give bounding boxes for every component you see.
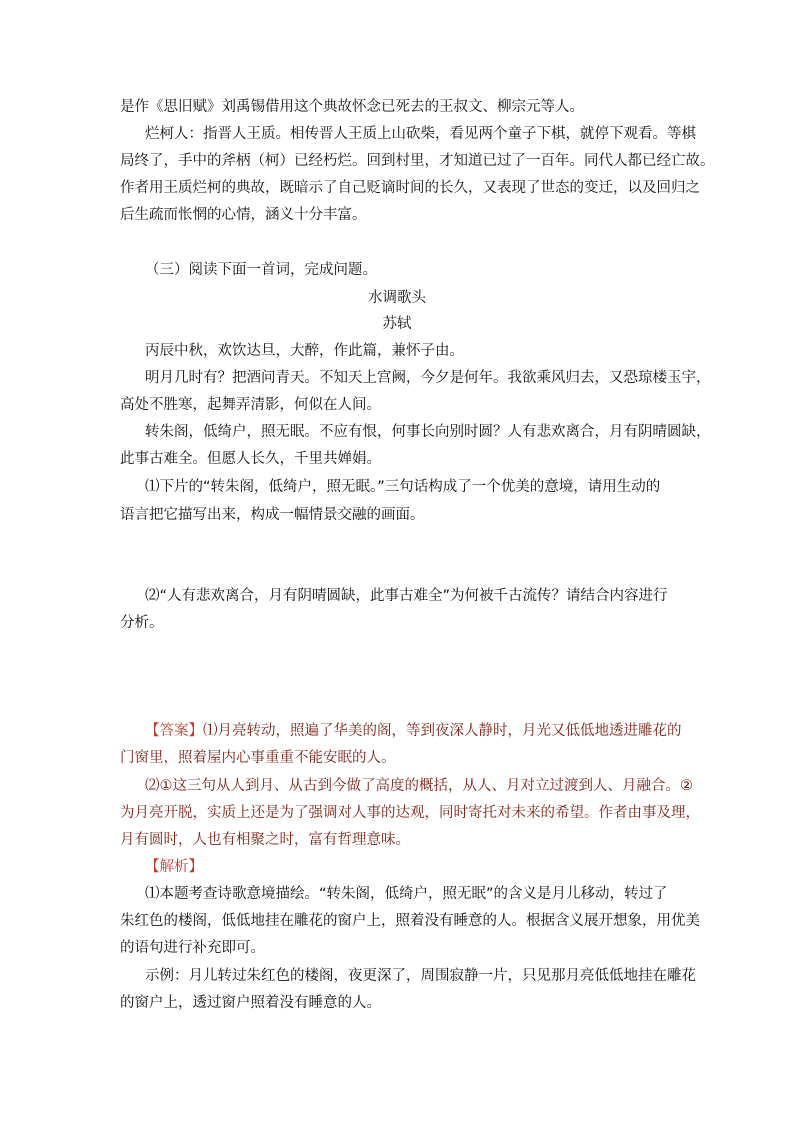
analysis-text: 朱红色的楼阁，低低地挂在雕花的窗户上，照着没有睡意的人。根据含义展开想象，用优美 xyxy=(120,913,700,929)
question-2: ⑵“人有悲欢离合，月有阴晴圆缺，此事古难全”为何被千古流传？请结合内容进行 xyxy=(145,588,668,604)
answer-first-line xyxy=(145,721,682,741)
lankeren-line: 烂柯人：指晋人王质。相传晋人王质上山砍柴，看见两个童子下棋，就停下观看。等棋 xyxy=(145,126,696,142)
section-heading: （三）阅读下面一首词，完成问题。 xyxy=(145,262,377,278)
answer-text: 门窗里，照着屋内心事重重不能安眠的人。 xyxy=(120,750,396,766)
answer-text: ⑵①这三句从人到月、从古到今做了高度的概括，从人、月对立过渡到人、月融合。② xyxy=(145,778,693,794)
answer-text: ⑴月亮转动，照遍了华美的阁，等到夜深人静时，月光又低低地透进雕花的 xyxy=(203,723,682,739)
lankeren-line: 后生疏而怅惘的心情，涵义十分丰富。 xyxy=(120,207,367,223)
analysis-label: 【解析】 xyxy=(145,859,203,875)
question-2: 分析。 xyxy=(120,615,164,631)
poem-author: 苏轼 xyxy=(382,316,412,332)
poem-line: 转朱阁，低绮户，照无眠。不应有恨，何事长向别时圆？人有悲欢离合，月有阴晴圆缺， xyxy=(145,424,711,440)
lankeren-line: 作者用王质烂柯的典故，既暗示了自己贬谪时间的长久，又表现了世态的变迁，以及回归之 xyxy=(120,180,700,196)
analysis-text: 的语句进行补充即可。 xyxy=(120,940,265,956)
analysis-example: 示例：月儿转过朱红色的楼阁，夜更深了，周围寂静一片，只见那月亮低低地挂在雕花 xyxy=(145,968,696,984)
poem-preface: 丙辰中秋，欢饮达旦，大醉，作此篇，兼怀子由。 xyxy=(145,343,464,359)
poem-title: 水调歌头 xyxy=(368,290,426,306)
poem-line: 高处不胜寒，起舞弄清影，何似在人间。 xyxy=(120,397,381,413)
answer-text: 月有圆时，人也有相聚之时，富有哲理意味。 xyxy=(120,832,410,848)
analysis-example: 的窗户上，透过窗户照着没有睡意的人。 xyxy=(120,995,381,1011)
analysis-text: ⑴本题考查诗歌意境描绘。“转朱阁，低绮户，照无眠”的含义是月儿移动，转过了 xyxy=(145,886,668,902)
answer-label: 【答案】 xyxy=(145,723,203,739)
question-1: 语言把它描写出来，构成一幅情景交融的画面。 xyxy=(120,507,425,523)
poem-line: 明月几时有？把酒问青天。不知天上宫阙，今夕是何年。我欲乘风归去，又恐琼楼玉宇， xyxy=(145,370,711,386)
question-1: ⑴下片的“转朱阁，低绮户，照无眠。”三句话构成了一个优美的意境，请用生动的 xyxy=(145,479,661,495)
lankeren-line: 局终了，手中的斧柄（柯）已经朽烂。回到村里，才知道已过了一百年。同代人都已经亡故。 xyxy=(120,153,715,169)
answer-text: 为月亮开脱，实质上还是为了强调对人事的达观，同时寄托对未来的希望。作者由事及理， xyxy=(120,805,700,821)
intro-line: 是作《思旧赋》刘禹锡借用这个典故怀念已死去的王叔文、柳宗元等人。 xyxy=(120,99,584,115)
poem-line: 此事古难全。但愿人长久，千里共婵娟。 xyxy=(120,451,381,467)
